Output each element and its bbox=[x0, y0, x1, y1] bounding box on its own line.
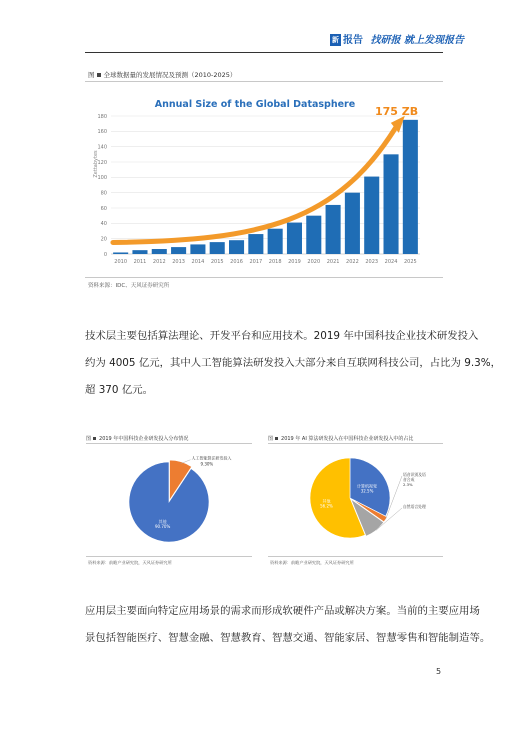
x-tick-label: 2011 bbox=[133, 259, 147, 265]
slice-label: 其他 bbox=[322, 498, 331, 504]
figure3-source: 资料来源：前瞻产业研究院，天风证券研究所 bbox=[270, 560, 354, 565]
x-tick-label: 2015 bbox=[210, 259, 224, 265]
figure1-title-row bbox=[88, 70, 236, 79]
bar bbox=[287, 223, 302, 254]
bar bbox=[248, 234, 263, 254]
logo-box: 新 bbox=[332, 36, 339, 44]
bar bbox=[171, 247, 186, 254]
bar bbox=[268, 229, 283, 254]
figure-label-icon: 图 bbox=[86, 436, 92, 442]
datasphere-chart bbox=[85, 86, 443, 271]
bar bbox=[326, 205, 341, 254]
slice-label: 人工智能算法研发投入 bbox=[191, 455, 232, 461]
x-tick-label: 2016 bbox=[230, 259, 243, 265]
y-tick-label: 120 bbox=[97, 159, 107, 166]
square-icon bbox=[275, 437, 278, 440]
bar bbox=[210, 242, 225, 254]
slice-value-label: 32.5% bbox=[360, 488, 374, 494]
bar bbox=[364, 177, 379, 254]
y-tick-label: 0 bbox=[103, 251, 107, 258]
x-tick-label: 2010 bbox=[114, 259, 128, 265]
figure2-title-row bbox=[86, 435, 188, 442]
figure3-top-rule bbox=[268, 443, 443, 444]
slice-label: 自然语言处理 bbox=[403, 504, 426, 509]
slice-label-cont: 音合成 bbox=[403, 477, 415, 482]
x-tick-label: 2018 bbox=[268, 259, 282, 265]
figure2-top-rule bbox=[86, 443, 252, 444]
figure3-title: 2019 年 AI 算法研发投入在中国科技企业研发投入中的占比 bbox=[281, 436, 414, 442]
chart-title: Annual Size of the Global Datasphere bbox=[154, 99, 356, 110]
bar bbox=[306, 216, 321, 254]
x-tick-label: 2013 bbox=[172, 259, 185, 265]
bar bbox=[113, 252, 128, 254]
slice-label: 其他 bbox=[158, 519, 167, 525]
y-tick-label: 180 bbox=[97, 113, 107, 120]
x-tick-label: 2023 bbox=[365, 259, 379, 265]
x-tick-label: 2022 bbox=[346, 259, 359, 265]
figure1-title: 全球数据量的发展情况及预测（2010-2025） bbox=[103, 71, 237, 79]
square-icon bbox=[97, 73, 101, 77]
y-tick-label: 160 bbox=[97, 129, 107, 136]
bar bbox=[345, 193, 360, 254]
x-tick-label: 2020 bbox=[307, 259, 321, 265]
x-tick-label: 2021 bbox=[326, 259, 340, 265]
chart-annotation: 175 ZB bbox=[375, 105, 419, 118]
x-tick-label: 2014 bbox=[191, 259, 205, 265]
slice-value-label: 90.70% bbox=[155, 524, 171, 530]
figure1-source: 资料来源：IDC、天风证券研究所 bbox=[88, 283, 170, 289]
figure1-bottom-rule bbox=[85, 277, 443, 278]
y-axis-label: Zettabytes bbox=[93, 150, 99, 178]
figure2-title: 2019 年中国科技企业研发投入分布情况 bbox=[99, 436, 189, 442]
figure-label-icon: 图 bbox=[88, 71, 95, 79]
pie-chart-ai-share bbox=[268, 446, 443, 554]
figure3-bottom-rule bbox=[268, 556, 443, 557]
y-tick-label: 100 bbox=[97, 175, 107, 182]
figure1-top-rule bbox=[85, 81, 443, 82]
slice-value-label: 2.3% bbox=[403, 482, 413, 487]
logo-text-2: 找研报 就上发现报告 bbox=[370, 35, 464, 46]
x-tick-label: 2012 bbox=[152, 259, 166, 265]
x-tick-label: 2019 bbox=[288, 259, 301, 265]
figure2-source: 资料来源：前瞻产业研究院，天风证券研究所 bbox=[88, 560, 172, 565]
page-number: 5 bbox=[436, 667, 442, 676]
header-divider bbox=[85, 52, 443, 53]
paragraph1-line3: 超 370 亿元。 bbox=[85, 384, 154, 396]
paragraph1-line1: 技术层主要包括算法理论、开发平台和应用技术。2019 年中国科技企业技术研发投入 bbox=[85, 330, 479, 342]
x-tick-label: 2024 bbox=[384, 259, 398, 265]
slice-label: 计算机视觉 bbox=[357, 483, 378, 489]
bar bbox=[403, 120, 418, 254]
y-tick-label: 80 bbox=[100, 190, 107, 197]
y-tick-label: 40 bbox=[100, 221, 107, 228]
figure-label-icon: 图 bbox=[268, 436, 274, 442]
y-tick-label: 60 bbox=[100, 205, 107, 212]
bar bbox=[229, 240, 244, 254]
figure3-title-row bbox=[268, 435, 413, 442]
pie-chart-rd-distribution bbox=[86, 446, 252, 554]
slice-label: 语音识别及语 bbox=[403, 472, 426, 477]
pie-slice bbox=[129, 462, 209, 542]
bar bbox=[383, 154, 398, 254]
paragraph2-line1: 应用层主要面向特定应用场景的需求而形成软硬件产品或解决方案。当前的主要应用场 bbox=[85, 605, 480, 617]
logo-text-1: 报告 bbox=[343, 35, 363, 46]
paragraph1-line2: 约为 4005 亿元，其中人工智能算法研发投入大部分来自互联网科技公司，占比为 9.3%， bbox=[85, 357, 502, 369]
paragraph2-line2: 景包括智能医疗、智慧金融、智慧教育、智慧交通、智能家居、智慧零售和智能制造等。 bbox=[85, 632, 491, 644]
header-logo bbox=[330, 31, 464, 47]
y-tick-label: 20 bbox=[100, 236, 107, 243]
bar bbox=[132, 250, 147, 254]
bar bbox=[152, 249, 167, 254]
slice-value-label: 9.30% bbox=[200, 461, 214, 467]
slice-value-label: 56.2% bbox=[320, 503, 333, 509]
bar bbox=[190, 244, 205, 254]
figure2-bottom-rule bbox=[86, 556, 252, 557]
x-tick-label: 2025 bbox=[403, 259, 417, 265]
y-tick-label: 140 bbox=[97, 144, 107, 151]
square-icon bbox=[93, 437, 96, 440]
x-tick-label: 2017 bbox=[249, 259, 263, 265]
